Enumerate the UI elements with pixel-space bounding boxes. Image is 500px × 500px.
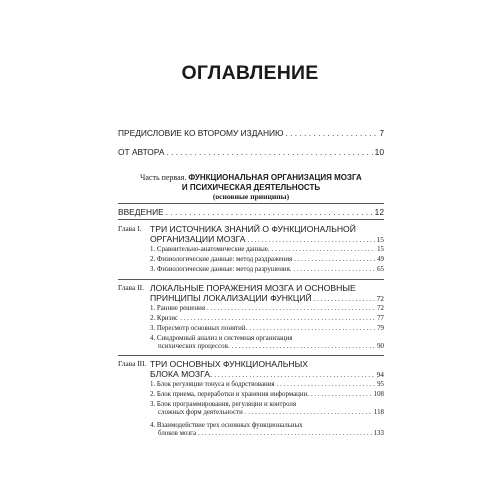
leader-dots bbox=[294, 266, 376, 275]
leader-dots bbox=[247, 235, 374, 245]
entry-label: ВВЕДЕНИЕ bbox=[118, 207, 164, 217]
leader-dots bbox=[249, 325, 375, 334]
entry-label: 4. Взаимодействие трех основных функциональных bbox=[150, 422, 303, 429]
entry-label: 3. Физиологические данные: метод разрушения. bbox=[150, 266, 292, 273]
toc-subentry[interactable] bbox=[150, 422, 384, 439]
entry-label-line2: сложных форм деятельности bbox=[158, 409, 243, 417]
chapter-label: Глава II. bbox=[118, 283, 144, 292]
part-title-line2: И ПСИХИЧЕСКАЯ ДЕЯТЕЛЬНОСТЬ bbox=[181, 182, 321, 192]
part-heading bbox=[118, 173, 384, 202]
chapter-title-line2: ОРГАНИЗАЦИИ МОЗГА bbox=[150, 234, 246, 244]
toc-subentry[interactable] bbox=[150, 315, 384, 324]
entry-label: 1. Сравнительно-анатомические данные. bbox=[150, 246, 270, 253]
leader-dots bbox=[198, 430, 372, 438]
chapter-page: 15 bbox=[376, 235, 384, 244]
entry-label: 2. Физиологические данные: метод раздражения bbox=[150, 256, 293, 263]
entry-page: 7 bbox=[379, 128, 384, 138]
leader-dots bbox=[207, 305, 375, 314]
chapter-title-line2: БЛОКА МОЗГА. bbox=[150, 369, 213, 379]
entry-page: 72 bbox=[377, 305, 384, 312]
leader-dots bbox=[214, 370, 374, 380]
entry-page: 108 bbox=[373, 391, 384, 398]
leader-dots bbox=[277, 381, 376, 390]
entry-page: 49 bbox=[377, 256, 384, 263]
toc-subentry[interactable] bbox=[150, 246, 384, 255]
leader-dots bbox=[166, 147, 372, 157]
chapter-page: 72 bbox=[376, 294, 384, 303]
leader-dots bbox=[245, 409, 372, 417]
leader-dots bbox=[272, 246, 376, 255]
leader-dots bbox=[294, 256, 375, 265]
entry-page: 65 bbox=[377, 266, 384, 273]
leader-dots bbox=[314, 294, 375, 304]
chapter-label: Глава I. bbox=[118, 224, 142, 233]
entry-page: 79 bbox=[377, 325, 384, 332]
divider bbox=[118, 355, 384, 356]
toc-entry-author[interactable] bbox=[118, 147, 384, 157]
entry-page: 133 bbox=[373, 430, 384, 438]
entry-page: 95 bbox=[377, 381, 384, 388]
divider bbox=[118, 279, 384, 280]
entry-page: 118 bbox=[373, 409, 384, 417]
toc-subentry[interactable] bbox=[150, 335, 384, 352]
entry-label: 1. Блок регуляции тонуса и бодрствования bbox=[150, 381, 275, 388]
chapter-title-tail[interactable] bbox=[150, 369, 384, 380]
entry-page: 12 bbox=[374, 207, 384, 217]
leader-dots bbox=[180, 315, 375, 324]
entry-label: 1. Ранние решения bbox=[150, 305, 206, 312]
entry-label-line2: психических процессов. bbox=[158, 343, 230, 351]
toc-subentry[interactable] bbox=[150, 266, 384, 275]
entry-label: ОТ АВТОРА bbox=[118, 147, 165, 157]
toc-subentry[interactable] bbox=[150, 391, 384, 400]
divider bbox=[118, 203, 384, 204]
entry-label-cont bbox=[150, 343, 384, 351]
part-title-line1: ФУНКЦИОНАЛЬНАЯ ОРГАНИЗАЦИЯ МОЗГА bbox=[188, 173, 362, 182]
chapter-title-tail[interactable] bbox=[150, 234, 384, 245]
toc-entry-intro[interactable] bbox=[118, 207, 384, 217]
part-prefix: Часть первая. bbox=[140, 173, 187, 182]
entry-label: 4. Синдромный анализ и системная организация bbox=[150, 335, 293, 342]
chapter-title[interactable]: ЛОКАЛЬНЫЕ ПОРАЖЕНИЯ МОЗГА И ОСНОВНЫЕ bbox=[150, 283, 356, 293]
toc-subentry[interactable] bbox=[150, 381, 384, 390]
leader-dots bbox=[166, 207, 373, 217]
toc-subentry[interactable] bbox=[150, 256, 384, 265]
entry-label: 3. Пересмотр основных понятий. bbox=[150, 325, 248, 332]
leader-dots bbox=[286, 128, 378, 138]
chapter-title-line2: ПРИНЦИПЫ ЛОКАЛИЗАЦИИ ФУНКЦИЙ bbox=[150, 293, 312, 303]
page-title: ОГЛАВЛЕНИЕ bbox=[181, 62, 319, 84]
entry-label-cont bbox=[150, 409, 384, 417]
leader-dots bbox=[311, 391, 372, 400]
leader-dots bbox=[232, 343, 376, 351]
toc-subentry[interactable] bbox=[150, 401, 384, 418]
toc-subentry[interactable] bbox=[150, 305, 384, 314]
entry-page: 10 bbox=[374, 147, 384, 157]
toc-subentry[interactable] bbox=[150, 325, 384, 334]
divider bbox=[118, 219, 384, 220]
entry-label: 2. Кризис bbox=[150, 315, 179, 322]
entry-label-line2: блоков мозга bbox=[158, 430, 197, 438]
chapter-title[interactable]: ТРИ ИСТОЧНИКА ЗНАНИЙ О ФУНКЦИОНАЛЬНОЙ bbox=[150, 224, 356, 234]
entry-label: 3. Блок программирования, регуляции и контроля bbox=[150, 401, 297, 408]
entry-label: ПРЕДИСЛОВИЕ КО ВТОРОМУ ИЗДАНИЮ bbox=[118, 128, 284, 138]
part-subtitle: (основные принципы) bbox=[212, 192, 290, 202]
entry-page: 90 bbox=[377, 343, 384, 351]
entry-page: 77 bbox=[377, 315, 384, 322]
toc-entry-preface[interactable] bbox=[118, 128, 384, 138]
entry-label: 2. Блок приема, переработки и хранения информации. bbox=[150, 391, 309, 398]
chapter-title-tail[interactable] bbox=[150, 293, 384, 304]
chapter-label: Глава III. bbox=[118, 359, 147, 368]
chapter-title[interactable]: ТРИ ОСНОВНЫХ ФУНКЦИОНАЛЬНЫХ bbox=[150, 359, 308, 369]
entry-label-cont bbox=[150, 430, 384, 438]
chapter-page: 94 bbox=[376, 370, 384, 379]
entry-page: 15 bbox=[377, 246, 384, 253]
